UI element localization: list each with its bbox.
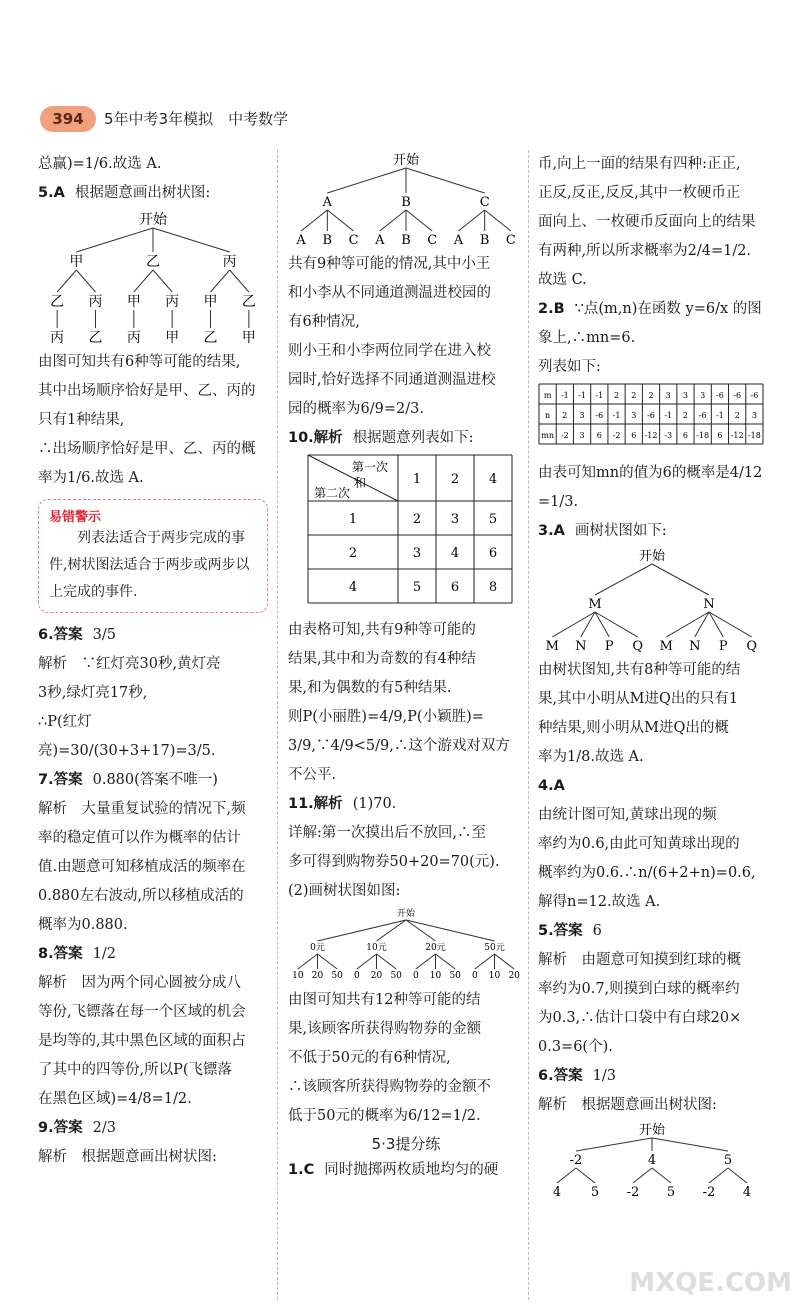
tree-edge [595,564,652,595]
table-cell: 6 [717,431,723,440]
text-line: 多可得到购物券50+20=70(元). [288,854,500,870]
text-line: 值.由题意可知移植成活的频率在 [38,859,246,875]
tree-edge [652,564,709,595]
text-line: 园时,恰好选择不同通道测温进校 [288,372,496,388]
tree-edge [475,954,495,969]
table-cell: 1 [412,472,422,487]
q3-heading: 3.A 画树状图如下: [538,523,667,539]
tree-edge [709,612,752,637]
tree-diagram [538,1120,766,1200]
tree-node-label: 50 [331,971,343,981]
text-line: 不低于50元的有6种情况, [288,1050,451,1066]
tree-node-label: 50 [449,971,461,981]
tree-node-label: 乙 [203,330,218,346]
tree-node-label: N [575,639,587,654]
text-line: ∴该顾客所获得购物券的金额不 [288,1079,491,1095]
table-cell: -2 [612,431,621,440]
text-line: 是均等的,其中黑色区域的面积占 [38,1033,246,1049]
text-line: 象上,∴mn=6. [538,330,636,346]
tree-node-label: B [401,233,411,248]
tree-edge [485,210,511,231]
tree-node-label: 0 [471,971,478,981]
q6-body [38,650,268,766]
text-line: 解析 由题意可知摸到红球的概 [538,952,741,968]
tree-node-label: 丙 [50,330,65,346]
q8-body [38,969,268,1114]
table-cell: 2 [682,411,689,420]
q9-body [38,1143,268,1172]
tree-edge [57,270,76,292]
q10-body [288,616,524,790]
tree-node-label: C [479,195,490,210]
tree-edge [380,210,406,231]
table-cell: 2 [734,411,740,420]
table-cell: 2 [613,391,620,400]
text-line: 共有9种等可能的情况,其中小王 [288,256,491,272]
warning-title: 易错警示 [49,510,102,525]
table-cell: -2 [560,431,569,440]
tree-edge [153,228,230,252]
table-cell: 6 [488,546,498,561]
table-cell: -1 [612,411,621,420]
tree-node-label: P [604,639,614,654]
tree-diagram [288,906,524,986]
tree-node-label: 20元 [425,943,446,953]
q2-heading: 2.B ∵点(m,n)在函数 y=6/x 的图 [538,301,762,317]
tree-node-label: 20 [508,971,520,981]
tree-node-label: 丙 [88,294,103,310]
tree-node-label: 甲 [241,330,256,346]
tree-edge [406,168,485,193]
tree-root: 开始 [638,549,666,564]
text-line: 3秒,绿灯亮17秒, [38,685,148,701]
tree-edge [576,1168,595,1183]
warning-box [38,499,268,613]
q11-body [288,819,524,906]
tree-node-label: 乙 [146,254,160,270]
tree-edge [652,1138,728,1151]
tree-node-label: C [505,233,516,248]
tree-node-label: 20 [370,971,383,981]
tree-node-label: 乙 [88,330,103,346]
q9-heading: 9.答案 2/3 [38,1120,116,1136]
tree-node-label: -2 [569,1153,583,1168]
text-line: 则小王和小李两位同学在进入校 [288,343,491,359]
tree-edge [458,210,484,231]
text-line: 有两种,所以所求概率为2/4=1/2. [538,243,752,259]
q7-heading: 7.答案 0.880(答案不唯一) [38,772,218,788]
tree-edge [230,270,249,292]
tree-edge [416,954,436,969]
tree-node-label: A [375,233,385,248]
tree-edge [377,954,397,969]
table-cell: -1 [578,391,586,400]
tree-node-label: 50元 [484,943,505,953]
tree-node-label: B [322,233,333,248]
tree-node-label: Q [746,639,758,654]
text-line: (2)画树状图如图: [288,883,401,899]
tree-edge [301,210,327,231]
table-cell: m [543,391,552,400]
tree-node-label: P [718,639,728,654]
tree-node-label: N [703,597,715,612]
column-divider [528,150,529,1300]
q6-text: 解析 根据题意画出树状图: [538,1097,717,1113]
text-line: 0.880左右波动,所以移植成活的 [38,888,244,904]
table-corner-label: 第二次 [313,486,351,500]
tree-node-label: 5 [723,1153,733,1168]
tree-node-label: 10 [292,971,304,981]
table-cell: 8 [488,580,498,595]
tree-edge [76,270,95,292]
tree-node-label: 甲 [203,294,218,310]
tree-edge [728,1168,747,1183]
tree-diagram [38,208,268,348]
page-header [0,100,800,140]
table-cell: -12 [730,431,744,440]
text-line: 由表格可知,共有9种等可能的 [288,622,476,638]
table-cell: -18 [747,431,761,440]
tree-node-label: A [296,233,306,248]
text-line: ∴出场顺序恰好是甲、乙、丙的概 [38,441,256,457]
mn-table [538,382,764,448]
tree-node-label: N [689,639,701,654]
text-line: 解析 ∵红灯亮30秒,黄灯亮 [38,656,221,672]
text-line: 3/9,∵4/9<5/9,∴这个游戏对双方 [288,738,510,754]
text-line: 面向上、一枚硬币反面向上的结果 [538,214,756,230]
text-line: 果,和为偶数的有5种结果. [288,680,452,696]
table-cell: -18 [696,431,710,440]
q2-body [538,324,766,382]
page-number: 394 [40,106,96,132]
q3-body [538,656,766,772]
table-cell: -1 [664,411,673,420]
table-cell: -6 [698,411,707,420]
text-line: 由树状图知,共有8种等可能的结 [538,662,741,678]
q7-body [38,795,268,940]
text-line: 了其中的四等份,所以P(飞镖落 [38,1062,233,1078]
text-line: 解析 根据题意画出树状图: [38,1149,217,1165]
tree-node-label: 10元 [366,943,387,953]
text-line: 和小李从不同通道测温进校园的 [288,285,491,301]
table-cell: 6 [450,580,460,595]
q10-heading: 10.解析 根据题意列表如下: [288,430,474,446]
text-line: 不公平. [288,767,337,783]
text-line: 园的概率为6/9=2/3. [288,401,424,417]
tree-root: 开始 [396,909,416,919]
text-line: 率的稳定值可以作为概率的估计 [38,830,241,846]
table-cell: 3 [700,391,706,400]
text-line: 等份,飞镖落在每一个区域的机会 [38,1004,246,1020]
table-cell: 3 [682,391,689,400]
tree-node-label: -2 [702,1185,716,1200]
tree-edge [709,1168,728,1183]
table-cell: 5 [488,512,498,527]
tree-node-label: -2 [626,1185,640,1200]
q11-body [288,986,524,1131]
text-line: 由图可知共有12种等可能的结 [288,992,481,1008]
text-block [288,250,524,424]
text-line: 总赢)=1/6.故选 A. [38,156,162,172]
text-line: 果,其中小明从M进Q出的只有1 [538,691,739,707]
table-cell: -1 [595,391,604,400]
table-cell: 5 [412,580,422,595]
text-line: 列表如下: [538,359,601,375]
tree-diagram [288,150,524,250]
text-line: 率为1/8.故选 A. [538,749,644,765]
tree-root: 开始 [139,212,167,228]
tree-edge [633,1168,652,1183]
table-cell: 3 [665,391,671,400]
tree-edge [318,954,338,969]
table-cell: 2 [450,472,460,487]
text-line: 在黑色区域)=4/8=1/2. [38,1091,192,1107]
tree-node-label: 0 [412,971,419,981]
q5-heading: 5.A 根据题意画出树状图: [38,185,211,201]
tree-edge [495,954,515,969]
tree-edge [327,168,406,193]
table-corner-label: 和 [353,476,367,490]
tree-edge [153,270,172,292]
tree-node-label: 0元 [310,943,325,953]
text-line: 则P(小丽胜)=4/9,P(小颖胜)= [288,709,484,725]
tree-node-label: 4 [552,1185,562,1200]
tree-node-label: 乙 [241,294,256,310]
text-line: 其中出场顺序恰好是甲、乙、丙的 [38,383,256,399]
tree-node-label: 4 [742,1185,752,1200]
tree-edge [436,954,456,969]
text-line: 种结果,则小明从M进Q出的概 [538,720,729,736]
table-cell: -3 [664,431,673,440]
text-line: 结果,其中和为奇数的有4种结 [288,651,476,667]
tree-edge [211,270,230,292]
table-cell: 3 [751,411,757,420]
column-3 [538,150,766,1200]
q4-heading: 4.A [538,778,565,794]
table-cell: -6 [716,391,724,400]
tree-edge [557,1168,576,1183]
tree-edge [406,210,432,231]
table-cell: 2 [562,411,568,420]
table-cell: 3 [412,546,422,561]
column-1 [38,150,268,1172]
text-line: 率约为0.6,由此可知黄球出现的 [538,836,740,852]
tree-node-label: C [427,233,438,248]
tree-root: 开始 [392,153,420,168]
q1-heading: 1.C 同时抛掷两枚质地均匀的硬 [288,1162,499,1178]
watermark: MXQE.COM [629,1268,792,1298]
text-line: 解得n=12.故选 A. [538,894,661,910]
text-line: 0.3=6(个). [538,1039,613,1055]
text-line: 解析 大量重复试验的情况下,频 [38,801,246,817]
text-line: 为0.3,∴估计口袋中有白球20× [538,1010,742,1026]
text-line: 低于50元的概率为6/12=1/2. [288,1108,481,1124]
text-line: 概率为0.880. [38,917,128,933]
text-line: 概率约为0.6.∴n/(6+2+n)=0.6, [538,865,756,881]
book-title: 5年中考3年模拟 中考数学 [104,110,289,128]
q11-heading: 11.解析 (1)70. [288,796,397,812]
tree-node-label: 丙 [165,294,180,310]
tree-node-label: 4 [647,1153,657,1168]
tree-node-label: M [545,639,559,654]
table-cell: 4 [488,472,498,487]
tree-node-label: 甲 [69,254,84,270]
table-cell: -6 [733,391,742,400]
sum-table [288,453,524,605]
table-cell: -12 [644,431,658,440]
text-line: 率为1/6.故选 A. [38,470,144,486]
table-cell: -1 [716,411,724,420]
table-cell: -6 [647,411,655,420]
table-cell: -6 [750,391,759,400]
tree-node-label: 5 [590,1185,600,1200]
text-line: 币,向上一面的结果有四种:正正, [538,156,741,172]
column-2 [288,150,524,1185]
table-cell: 2 [648,391,654,400]
tree-node-label: 乙 [50,294,65,310]
text-line: 有6种情况, [288,314,360,330]
q8-heading: 8.答案 1/2 [38,946,116,962]
warning-text: 列表法适合于两步完成的事件,树状图法适合于两步或两步以上完成的事件. [49,530,250,600]
tree-node-label: Q [632,639,644,654]
q5-heading: 5.答案 6 [538,923,602,939]
table-cell: 3 [579,431,585,440]
table-cell: 3 [450,512,460,527]
q4-body [538,801,766,917]
table-cell: -1 [560,391,569,400]
tree-node-label: A [453,233,464,248]
text-block [538,150,766,295]
table-cell: 6 [596,431,602,440]
table-cell: mn [541,431,554,440]
tree-edge [406,920,495,941]
text-line: 解析 因为两个同心圆被分成八 [38,975,241,991]
table-cell: 6 [682,431,689,440]
text-line: 由表可知mn的值为6的概率是4/12 [538,465,763,481]
tree-edge [652,1168,671,1183]
table-cell: -6 [595,411,604,420]
table-cell: 6 [631,431,637,440]
tree-node-label: M [588,597,602,612]
tree-edge [327,210,353,231]
text-line: 由图可知共有6种等可能的结果, [38,354,241,370]
tree-node-label: 丙 [222,254,237,270]
table-cell: 2 [631,391,637,400]
text-line: 果,该顾客所获得购物券的金额 [288,1021,482,1037]
tree-node-label: M [659,639,673,654]
tree-node-label: 20 [311,971,324,981]
text-line: 只有1种结果, [38,412,125,428]
tree-node-label: 10 [429,971,442,981]
tree-edge [576,1138,652,1151]
tree-node-label: 甲 [165,330,180,346]
text-line: 正反,反正,反反,其中一枚硬币正 [538,185,741,201]
text-line: =1/3. [538,494,579,510]
table-cell: 4 [348,580,358,595]
tree-node-label: 10 [488,971,501,981]
text-line: 由统计图可知,黄球出现的频 [538,807,717,823]
q5-body [538,946,766,1062]
q6-heading: 6.答案 1/3 [538,1068,616,1084]
table-corner-label: 第一次 [351,460,389,474]
tree-edge [76,228,153,252]
tree-edge [134,270,153,292]
tree-edge [318,920,407,941]
tree-edge [595,612,638,637]
text-line: 详解:第一次摸出后不放回,∴至 [288,825,486,841]
column-divider [277,150,278,1300]
q6-heading: 6.答案 3/5 [38,627,116,643]
text-line: 率约为0.7,则摸到白球的概率约 [538,981,740,997]
tree-node-label: 0 [353,971,360,981]
tree-diagram [538,546,766,656]
tree-node-label: 丙 [126,330,141,346]
tree-node-label: B [401,195,411,210]
tree-node-label: A [322,195,333,210]
tree-edge [552,612,595,637]
tree-edge [298,954,318,969]
table-cell: 2 [348,546,358,561]
text-line: ∴P(红灯亮)=30/(30+3+17)=3/5. [38,714,216,759]
table-cell: 4 [450,546,460,561]
table-cell: n [545,411,551,420]
tree-edge [357,954,377,969]
tree-node-label: C [348,233,359,248]
q2-body [538,459,766,517]
tree-node-label: B [479,233,490,248]
table-cell: 2 [412,512,422,527]
table-cell: 1 [348,512,358,527]
tree-node-label: 5 [666,1185,676,1200]
table-cell: 3 [579,411,585,420]
table-cell: 3 [631,411,637,420]
tree-edge [666,612,709,637]
section-title: 5·3提分练 [371,1135,441,1153]
tree-node-label: 50 [390,971,402,981]
q5-body [38,348,268,493]
text-line: 故选 C. [538,272,587,288]
tree-node-label: 甲 [126,294,141,310]
tree-root: 开始 [638,1123,666,1138]
